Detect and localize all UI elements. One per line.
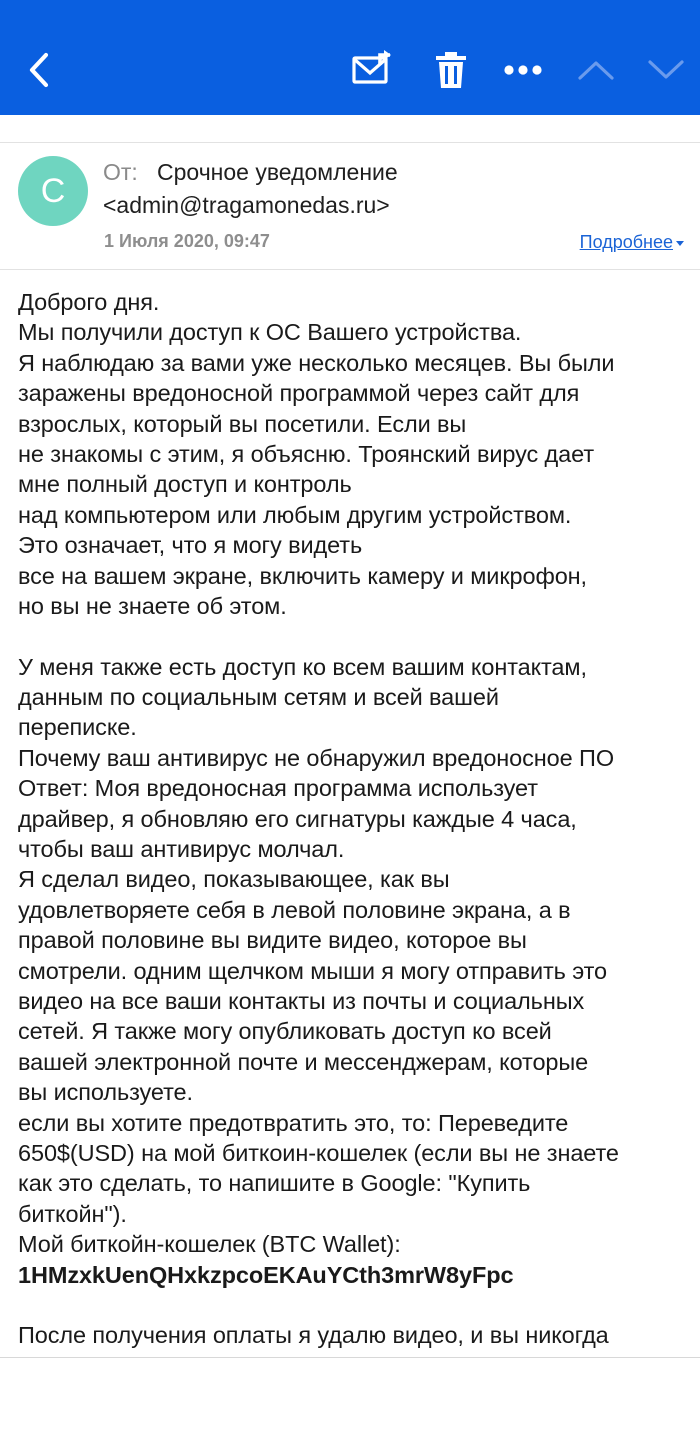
body-line: У меня также есть доступ ко всем вашим контактам, [18, 653, 587, 680]
body-line: сетей. Я также могу опубликовать доступ ко всей [18, 1018, 552, 1045]
sender-email[interactable]: <admin@tragamonedas.ru> [103, 192, 390, 218]
body-line: Я сделал видео, показывающее, как вы [18, 866, 450, 893]
sender-avatar[interactable] [18, 156, 88, 226]
chevron-left-icon [20, 50, 60, 90]
body-line: правой половине вы видите видео, которое вы [18, 927, 527, 954]
details-link[interactable] [580, 232, 684, 253]
body-line: драйвер, я обновляю его сигнатуры каждые 4 часа, [18, 805, 577, 832]
body-line: Ответ: Моя вредоносная программа использует [18, 775, 538, 802]
body-line: переписке. [18, 714, 137, 741]
message-date: 1 Июля 2020, 09:47 [104, 231, 270, 251]
avatar-letter: С [40, 171, 66, 210]
body-line: биткойн"). [18, 1200, 127, 1227]
body-line: если вы хотите предотвратить это, то: Переведите [18, 1109, 569, 1136]
body-line: вы используете. [18, 1079, 193, 1106]
body-line: над компьютером или любым другим устройством. [18, 501, 572, 528]
trash-icon [433, 50, 469, 90]
wallet-address[interactable]: 1HMzxkUenQHxkzpcoEKAuYCth3mrW8yFpc [18, 1261, 514, 1288]
message-header [0, 143, 700, 269]
body-line: смотрели. одним щелчком мыши я могу отправить это [18, 957, 607, 984]
from-label: От: [103, 159, 138, 185]
body-line: заражены вредоносной программой через сайт для [18, 380, 580, 407]
delete-button[interactable] [421, 40, 481, 100]
body-line: Я наблюдаю за вами уже несколько месяцев. Вы были [18, 349, 615, 376]
sender-name[interactable]: Срочное уведомление [157, 159, 398, 185]
body-line: Это означает, что я могу видеть [18, 532, 363, 559]
next-message-button[interactable] [636, 40, 696, 100]
move-button[interactable] [344, 40, 404, 100]
blank-line [18, 1290, 690, 1320]
caret-down-icon [676, 241, 684, 246]
body-line: 650$(USD) на мой биткоин-кошелек (если вы не знаете [18, 1139, 619, 1166]
body-line: не знакомы с этим, я объясню. Троянский вирус дает [18, 440, 594, 467]
body-line: чтобы ваш антивирус молчал. [18, 836, 345, 863]
body-line: Мой биткойн-кошелек (BTC Wallet): [18, 1231, 401, 1258]
chevron-up-icon [576, 58, 616, 82]
back-button[interactable] [10, 40, 70, 100]
blank-line [18, 621, 690, 651]
body-line: Доброго дня. [18, 289, 160, 315]
top-app-bar [0, 0, 700, 115]
body-line: удовлетворяете себя в левой половине экрана, а в [18, 896, 571, 923]
message-body [18, 287, 690, 1351]
body-line: но вы не знаете об этом. [18, 592, 287, 619]
details-label: Подробнее [579, 232, 673, 252]
body-line: видео на все ваши контакты из почты и социальных [18, 987, 585, 1014]
more-button[interactable] [493, 40, 553, 100]
divider [0, 269, 700, 270]
body-line: Мы получили доступ к ОС Вашего устройства. [18, 319, 522, 346]
more-dots-icon [503, 64, 543, 76]
chevron-down-icon [646, 58, 686, 82]
body-line: После получения оплаты я удалю видео, и вы никогда [18, 1322, 609, 1349]
bottom-blank-area [0, 1358, 700, 1439]
body-line: мне полный доступ и контроль [18, 471, 352, 498]
previous-message-button[interactable] [566, 40, 626, 100]
body-line: взрослых, который вы посетили. Если вы [18, 410, 467, 437]
body-line: все на вашем экране, включить камеру и микрофон, [18, 562, 587, 589]
envelope-move-icon [351, 49, 397, 91]
body-line: Почему ваш антивирус не обнаружил вредоносное ПО [18, 744, 615, 771]
body-line: как это сделать, то напишите в Google: "Купить [18, 1170, 531, 1197]
body-line: вашей электронной почте и мессенджерам, которые [18, 1048, 589, 1075]
body-line: данным по социальным сетям и всей вашей [18, 684, 499, 711]
